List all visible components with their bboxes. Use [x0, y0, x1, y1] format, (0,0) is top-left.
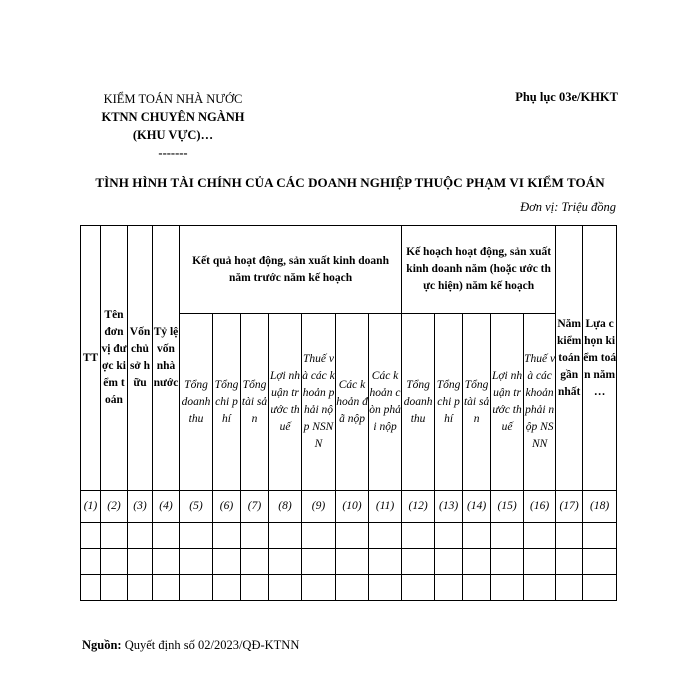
table-cell: [336, 523, 369, 549]
header-owner-capital: Vốn chủ sở hữu: [128, 226, 153, 491]
table-cell: [81, 549, 101, 575]
sub-prev-revenue: Tổng doanh thu: [180, 314, 213, 491]
table-cell: [369, 575, 402, 601]
col-number: (5): [180, 491, 213, 523]
table-cell: [269, 523, 302, 549]
col-number: (1): [81, 491, 101, 523]
financial-table: [80, 225, 617, 601]
col-number: (10): [336, 491, 369, 523]
sub-plan-profit: Lợi nhuận trước thuế: [491, 314, 524, 491]
col-number: (14): [463, 491, 491, 523]
col-number: (3): [128, 491, 153, 523]
unit-label: Đơn vị: Triệu đồng: [520, 200, 616, 214]
table-cell: [153, 549, 180, 575]
table-cell: [180, 549, 213, 575]
table-cell: [269, 549, 302, 575]
table-cell: [153, 575, 180, 601]
table-cell: [213, 523, 241, 549]
col-number: (12): [402, 491, 435, 523]
table-cell: [524, 523, 556, 549]
source-text: Quyết định số 02/2023/QĐ-KTNN: [124, 638, 300, 652]
sub-prev-remaining: Các khoản còn phải nộp: [369, 314, 402, 491]
agency-header: [88, 90, 258, 162]
header-selection: Lựa chọn kiểm toán năm …: [583, 226, 617, 491]
sub-prev-assets: Tổng tài sản: [241, 314, 269, 491]
table-cell: [491, 575, 524, 601]
document-title: TÌNH HÌNH TÀI CHÍNH CỦA CÁC DOANH NGHIỆP THUỘC PHẠM VI KIỂM TOÁN: [95, 175, 605, 190]
header-separator: -------: [158, 146, 188, 160]
table-cell: [302, 523, 336, 549]
table-cell: [241, 523, 269, 549]
table-cell: [241, 575, 269, 601]
table-cell: [81, 523, 101, 549]
table-cell: [336, 575, 369, 601]
table-cell: [556, 549, 583, 575]
header-row-1: [81, 226, 617, 314]
table-cell: [302, 549, 336, 575]
table-cell: [556, 523, 583, 549]
sub-prev-paid: Các khoản đã nộp: [336, 314, 369, 491]
col-number: (11): [369, 491, 402, 523]
col-number: (17): [556, 491, 583, 523]
table-cell: [101, 549, 128, 575]
table-cell: [369, 549, 402, 575]
table-cell: [524, 575, 556, 601]
table-cell: [153, 523, 180, 549]
table-cell: [180, 523, 213, 549]
table-cell: [302, 575, 336, 601]
header-group-plan-year: Kế hoạch hoạt động, sản xuất kinh doanh năm (hoặc ước thực hiện) năm kế hoạch: [402, 226, 556, 314]
col-number: (6): [213, 491, 241, 523]
sub-plan-cost: Tổng chi phí: [435, 314, 463, 491]
col-number: (16): [524, 491, 556, 523]
table-cell: [369, 523, 402, 549]
table-cell: [101, 575, 128, 601]
col-number: (13): [435, 491, 463, 523]
table-cell: [213, 549, 241, 575]
table-cell: [435, 575, 463, 601]
table-cell: [128, 549, 153, 575]
table-cell: [583, 523, 617, 549]
table-cell: [491, 523, 524, 549]
table-row: [81, 523, 617, 549]
header-unit-name: Tên đơn vị được kiểm toán: [101, 226, 128, 491]
sub-plan-tax: Thuế và các khoản phải nộp NSNN: [524, 314, 556, 491]
table-cell: [128, 575, 153, 601]
table-cell: [463, 575, 491, 601]
table-cell: [583, 575, 617, 601]
source-note: [82, 638, 299, 653]
header-group-prev-year: Kết quả hoạt động, sản xuất kinh doanh năm trước năm kế hoạch: [180, 226, 402, 314]
appendix-label: Phụ lục 03e/KHKT: [515, 90, 618, 104]
col-number: (15): [491, 491, 524, 523]
table-cell: [556, 575, 583, 601]
table-cell: [402, 549, 435, 575]
agency-name: KIỂM TOÁN NHÀ NƯỚC: [103, 92, 243, 106]
table-cell: [81, 575, 101, 601]
sub-prev-tax: Thuế và các khoản phải nộp NSNN: [302, 314, 336, 491]
col-number: (2): [101, 491, 128, 523]
header-state-ratio: Tỷ lệ vốn nhà nước: [153, 226, 180, 491]
table-cell: [213, 575, 241, 601]
col-number: (4): [153, 491, 180, 523]
table-cell: [269, 575, 302, 601]
sub-plan-assets: Tổng tài sản: [463, 314, 491, 491]
col-number: (18): [583, 491, 617, 523]
table-cell: [128, 523, 153, 549]
table-cell: [463, 549, 491, 575]
col-number: (8): [269, 491, 302, 523]
sub-prev-profit: Lợi nhuận trước thuế: [269, 314, 302, 491]
region-name: (KHU VỰC)…: [132, 128, 214, 142]
source-label: Nguồn:: [82, 638, 122, 652]
column-number-row: [81, 491, 617, 523]
col-number: (9): [302, 491, 336, 523]
table-cell: [491, 549, 524, 575]
table-cell: [402, 523, 435, 549]
header-tt: TT: [81, 226, 101, 491]
table-cell: [435, 523, 463, 549]
sub-plan-revenue: Tổng doanh thu: [402, 314, 435, 491]
header-latest-audit: Năm kiểm toán gần nhất: [556, 226, 583, 491]
table-cell: [524, 549, 556, 575]
table-cell: [402, 575, 435, 601]
department-name: KTNN CHUYÊN NGÀNH: [101, 110, 245, 124]
table-cell: [336, 549, 369, 575]
table-cell: [180, 575, 213, 601]
table-cell: [435, 549, 463, 575]
table-cell: [463, 523, 491, 549]
table-row: [81, 575, 617, 601]
sub-prev-cost: Tổng chi phí: [213, 314, 241, 491]
col-number: (7): [241, 491, 269, 523]
table-cell: [101, 523, 128, 549]
table-row: [81, 549, 617, 575]
table-cell: [583, 549, 617, 575]
table-cell: [241, 549, 269, 575]
